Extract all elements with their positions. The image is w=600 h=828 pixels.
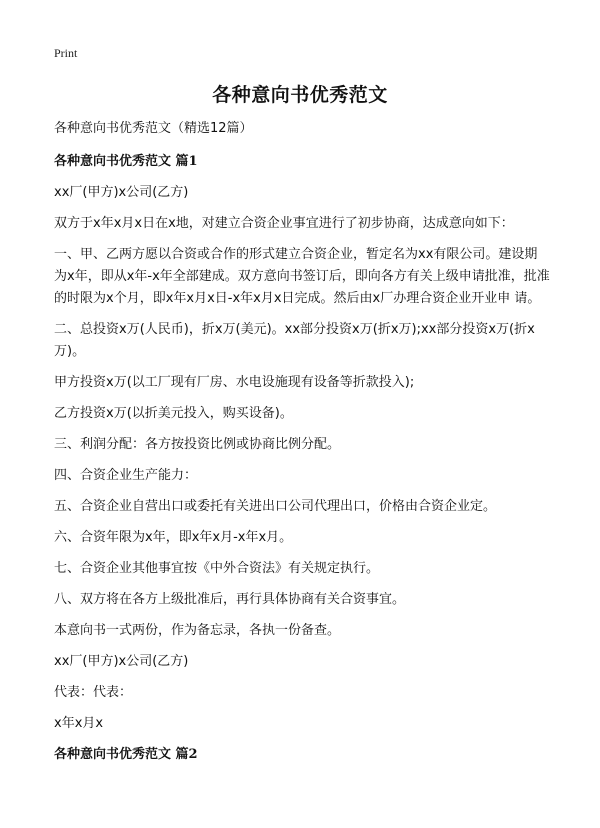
paragraph-clause-1: 一、甲、乙两方愿以合资或合作的形式建立合资企业，暂定名为xx有限公司。建设期为x年，即从x年-x年全部建成。双方意向书签订后，即向各方有关上级申请批准，批准的时限为x个月，即x年x月x日-x年x月x日完成。然后由x厂办理合资企业开业申 请。 xyxy=(54,247,550,306)
paragraph-signature-parties: xx厂(甲方)x公司(乙方) xyxy=(54,654,189,669)
paragraph-party-a-investment: 甲方投资x万(以工厂现有厂房、水电设施现有设备等折款投入); xyxy=(54,375,415,390)
paragraph-date: x年x月x xyxy=(54,716,104,731)
paragraph-intro: 双方于x年x月x日在x地，对建立合资企业事宜进行了初步协商，达成意向如下： xyxy=(54,216,514,231)
document-body xyxy=(54,118,550,775)
paragraph-clause-7: 七、合资企业其他事宜按《中外合资法》有关规定执行。 xyxy=(54,561,380,576)
print-label[interactable]: Print xyxy=(54,46,78,60)
paragraph-representatives: 代表：代表： xyxy=(54,685,133,700)
paragraph-clause-5: 五、合资企业自营出口或委托有关进出口公司代理出口，价格由合资企业定。 xyxy=(54,499,497,514)
document-subtitle: 各种意向书优秀范文（精选12篇） xyxy=(54,121,253,136)
section-heading-2: 各种意向书优秀范文 篇2 xyxy=(54,747,198,762)
paragraph-clause-2: 二、总投资x万(人民币)，折x万(美元)。xx部分投资x万(折x万);xx部分投资x万(折x万)。 xyxy=(54,322,535,359)
paragraph-clause-8: 八、双方将在各方上级批准后，再行具体协商有关合资事宜。 xyxy=(54,592,406,607)
paragraph-parties: xx厂(甲方)x公司(乙方) xyxy=(54,185,189,200)
paragraph-clause-6: 六、合资年限为x年，即x年x月-x年x月。 xyxy=(54,530,293,545)
paragraph-clause-4: 四、合资企业生产能力： xyxy=(54,468,198,483)
paragraph-party-b-investment: 乙方投资x万(以折美元投入，购买设备)。 xyxy=(54,406,293,421)
paragraph-copies: 本意向书一式两份，作为备忘录，各执一份备查。 xyxy=(54,623,341,638)
paragraph-clause-3: 三、利润分配：各方按投资比例或协商比例分配。 xyxy=(54,437,341,452)
page-title: 各种意向书优秀范文 xyxy=(212,84,388,106)
section-heading-1: 各种意向书优秀范文 篇1 xyxy=(54,154,198,169)
